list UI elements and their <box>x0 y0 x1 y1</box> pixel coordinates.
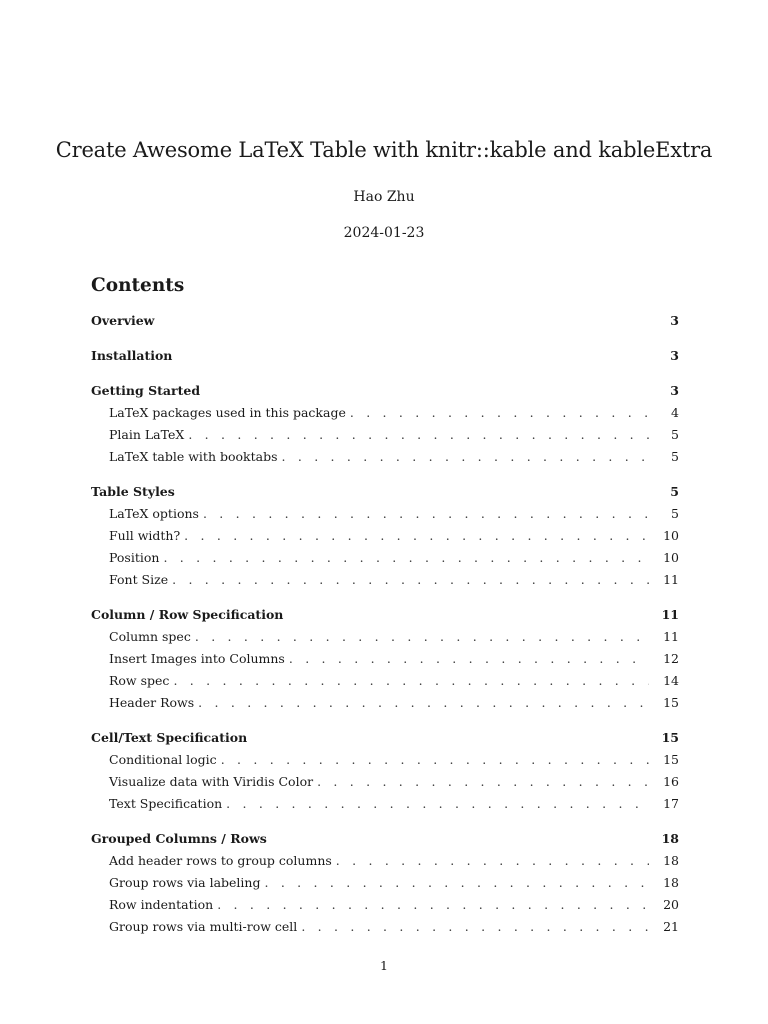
toc-dot-leader <box>317 771 649 793</box>
toc-entry-section[interactable] <box>91 310 679 332</box>
toc-entry-label: Overview <box>91 313 155 328</box>
toc-section <box>91 380 679 468</box>
toc-entry-subsection[interactable] <box>91 894 679 916</box>
toc-entry-page: 5 <box>671 506 679 521</box>
document-author: Hao Zhu <box>353 189 415 205</box>
toc-dot-leader <box>195 626 649 648</box>
toc-dot-leader <box>289 648 649 670</box>
toc-entry-page: 3 <box>670 383 679 398</box>
toc-entry-label: Plain LaTeX <box>109 427 185 442</box>
toc-entry-page: 15 <box>661 730 679 745</box>
toc-entry-label: Column / Row Specification <box>91 607 284 622</box>
toc-entry-page: 5 <box>671 427 679 442</box>
toc-entry-section[interactable] <box>91 345 679 367</box>
contents-heading: Contents <box>91 275 185 296</box>
toc-entry-label: Table Styles <box>91 484 175 499</box>
toc-entry-page: 18 <box>663 853 679 868</box>
toc-entry-label: Full width? <box>109 528 181 543</box>
table-of-contents <box>91 310 679 938</box>
toc-entry-label: Group rows via multi-row cell <box>109 919 298 934</box>
toc-dot-leader <box>301 916 649 938</box>
toc-entry-subsection[interactable] <box>91 503 679 525</box>
toc-section <box>91 604 679 714</box>
toc-entry-label: LaTeX table with booktabs <box>109 449 278 464</box>
toc-entry-subsection[interactable] <box>91 749 679 771</box>
toc-entry-section[interactable] <box>91 604 679 626</box>
toc-entry-label: Visualize data with Viridis Color <box>109 774 314 789</box>
toc-entry-label: Row indentation <box>109 897 214 912</box>
toc-entry-subsection[interactable] <box>91 648 679 670</box>
toc-entry-subsection[interactable] <box>91 424 679 446</box>
toc-entry-page: 15 <box>663 695 679 710</box>
toc-entry-label: Header Rows <box>109 695 195 710</box>
toc-entry-label: Add header rows to group columns <box>109 853 332 868</box>
toc-dot-leader <box>184 525 649 547</box>
toc-dot-leader <box>217 894 649 916</box>
toc-entry-page: 3 <box>670 313 679 328</box>
toc-entry-page: 21 <box>663 919 679 934</box>
toc-dot-leader <box>336 850 649 872</box>
toc-entry-subsection[interactable] <box>91 771 679 793</box>
toc-dot-leader <box>264 872 649 894</box>
toc-section <box>91 828 679 938</box>
toc-entry-page: 18 <box>661 831 679 846</box>
toc-entry-label: LaTeX options <box>109 506 199 521</box>
toc-entry-subsection[interactable] <box>91 626 679 648</box>
toc-entry-page: 3 <box>670 348 679 363</box>
toc-entry-page: 12 <box>663 651 679 666</box>
toc-entry-label: Position <box>109 550 160 565</box>
toc-section <box>91 481 679 591</box>
toc-entry-subsection[interactable] <box>91 446 679 468</box>
toc-entry-subsection[interactable] <box>91 670 679 692</box>
toc-entry-page: 14 <box>663 673 679 688</box>
toc-entry-page: 18 <box>663 875 679 890</box>
toc-entry-page: 17 <box>663 796 679 811</box>
toc-entry-subsection[interactable] <box>91 525 679 547</box>
toc-entry-subsection[interactable] <box>91 850 679 872</box>
toc-entry-label: Row spec <box>109 673 170 688</box>
toc-dot-leader <box>203 503 649 525</box>
toc-dot-leader <box>221 749 649 771</box>
toc-entry-label: Getting Started <box>91 383 201 398</box>
page-number: 1 <box>380 958 388 973</box>
toc-entry-section[interactable] <box>91 481 679 503</box>
toc-entry-page: 5 <box>670 484 679 499</box>
toc-entry-label: Cell/Text Specification <box>91 730 248 745</box>
toc-dot-leader <box>198 692 649 714</box>
toc-entry-subsection[interactable] <box>91 692 679 714</box>
toc-dot-leader <box>173 670 649 692</box>
toc-entry-page: 10 <box>663 550 679 565</box>
toc-section <box>91 310 679 332</box>
toc-entry-page: 5 <box>671 449 679 464</box>
toc-dot-leader <box>163 547 649 569</box>
toc-entry-page: 11 <box>663 572 679 587</box>
toc-dot-leader <box>172 569 649 591</box>
toc-entry-page: 11 <box>663 629 679 644</box>
toc-entry-page: 11 <box>661 607 679 622</box>
toc-entry-label: Installation <box>91 348 173 363</box>
toc-entry-page: 20 <box>663 897 679 912</box>
toc-entry-page: 4 <box>671 405 679 420</box>
toc-dot-leader <box>282 446 650 468</box>
toc-entry-subsection[interactable] <box>91 872 679 894</box>
toc-entry-label: Grouped Columns / Rows <box>91 831 267 846</box>
toc-entry-label: Font Size <box>109 572 169 587</box>
toc-entry-label: Conditional logic <box>109 752 217 767</box>
toc-entry-section[interactable] <box>91 727 679 749</box>
toc-section <box>91 345 679 367</box>
toc-entry-section[interactable] <box>91 380 679 402</box>
toc-entry-section[interactable] <box>91 828 679 850</box>
document-date: 2024-01-23 <box>343 225 425 241</box>
toc-entry-subsection[interactable] <box>91 916 679 938</box>
toc-entry-subsection[interactable] <box>91 569 679 591</box>
toc-entry-label: Group rows via labeling <box>109 875 261 890</box>
toc-entry-label: LaTeX packages used in this package <box>109 405 346 420</box>
toc-dot-leader <box>188 424 649 446</box>
toc-entry-page: 15 <box>663 752 679 767</box>
toc-entry-subsection[interactable] <box>91 793 679 815</box>
toc-entry-page: 16 <box>663 774 679 789</box>
toc-section <box>91 727 679 815</box>
toc-dot-leader <box>350 402 649 424</box>
toc-entry-page: 10 <box>663 528 679 543</box>
toc-entry-subsection[interactable] <box>91 402 679 424</box>
toc-entry-label: Text Specification <box>109 796 223 811</box>
toc-dot-leader <box>226 793 649 815</box>
toc-entry-label: Column spec <box>109 629 191 644</box>
toc-entry-subsection[interactable] <box>91 547 679 569</box>
document-title: Create Awesome LaTeX Table with knitr::kable and kableExtra <box>55 138 713 162</box>
toc-entry-label: Insert Images into Columns <box>109 651 285 666</box>
